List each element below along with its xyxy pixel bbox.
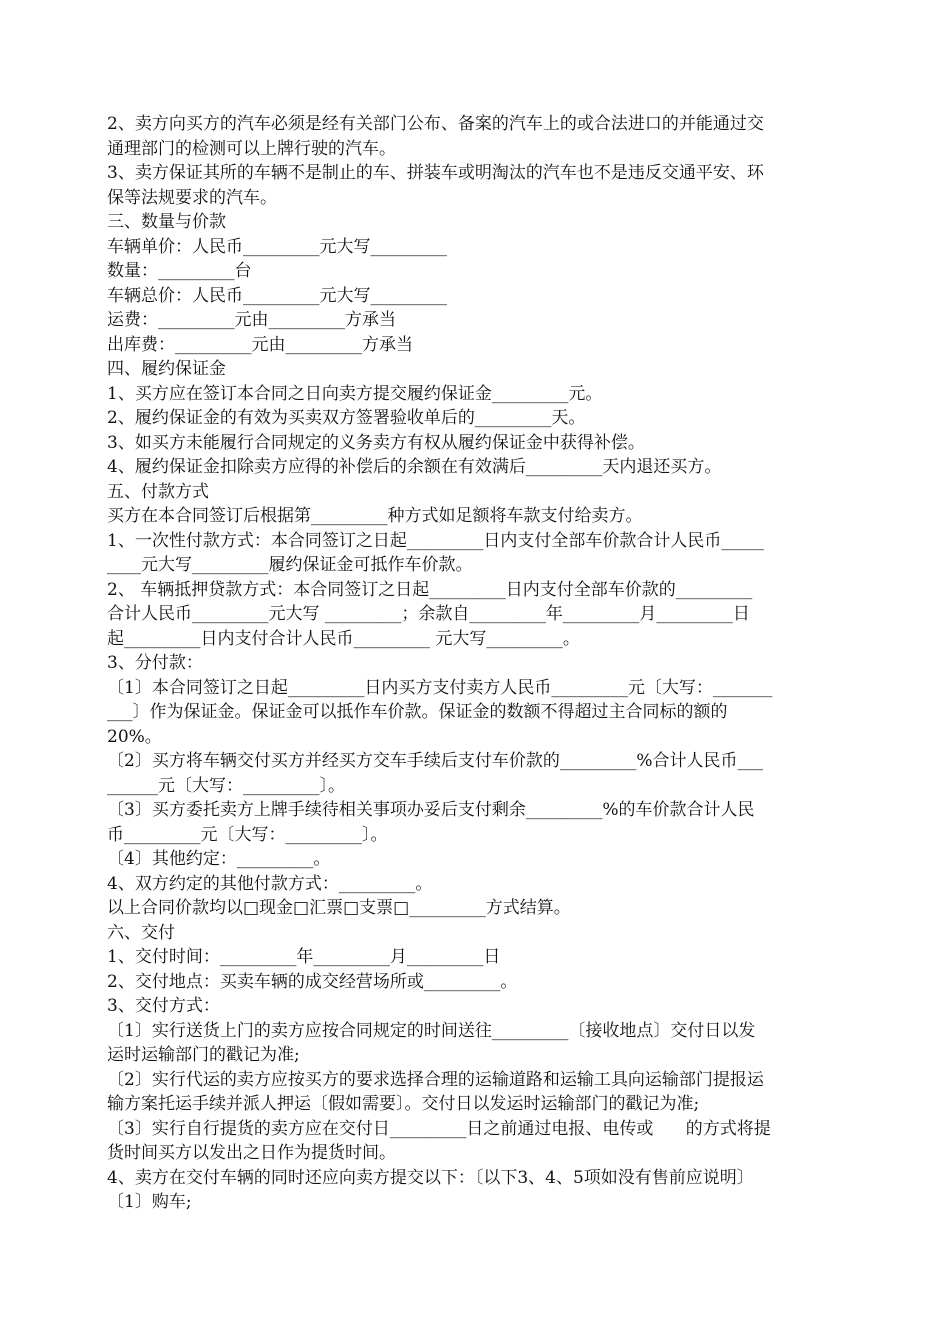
text-line: 〔1〕购车; [107,1192,192,1212]
text-line: 2、交付地点：买卖车辆的成交经营场所或_________。 [107,971,518,992]
text-line: 货时间买方以发出之日作为提货时间。 [107,1143,396,1163]
text-line: 通理部门的检测可以上牌行驶的汽车。 [107,138,396,159]
text-line: 3、如买方未能履行合同规定的义务卖方有权从履约保证金中获得补偿。 [107,432,645,453]
text-line: 币_________元〔大写：_________〕。 [107,824,388,845]
text-line: 4、卖方在交付车辆的同时还应向卖方提交以下：〔以下3、4、5项如没有售前应说明〕 [107,1167,754,1188]
text-line: 车辆总价：人民币_________元大写_________ [107,285,447,306]
text-line: 2、 车辆抵押贷款方式：本合同签订之日起_________日内支付全部车价款的_________ [107,579,753,600]
text-line: 〔2〕买方将车辆交付买方并经买方交车手续后支付车价款的_________%合计人民币___ [107,751,763,771]
text-line: 保等法规要求的汽车。 [107,187,277,208]
text-line: 运费：_________元由_________方承当 [107,310,396,330]
text-line: 数量：_________台 [107,261,252,281]
contract-page [107,112,847,1215]
text-line: 〔3〕实行自行提货的卖方应在交付日_________日之前通过电报、电传或 的方式将提 [107,1118,771,1139]
text-line: ______元〔大写：_________〕。 [107,775,345,796]
text-line: 3、分付款： [107,653,203,673]
text-line: 运时运输部门的戳记为准; [107,1045,300,1065]
text-line: 2、卖方向买方的汽车必须是经有关部门公布、备案的汽车上的或合法进口的并能通过交 [107,114,764,134]
text-line: 4、双方约定的其他付款方式：_________。 [107,873,433,894]
text-line: 2、履约保证金的有效为买卖双方签署验收单后的_________天。 [107,408,586,428]
text-line: 六、交付 [107,922,175,943]
text-line: 合计人民币_________元大写 _________；余款自_________年_________月_________日 [107,604,750,624]
text-line: 1、一次性付款方式：本合同签订之日起_________日内支付全部车价款合计人民币_____ [107,530,764,551]
text-line: 输方案托运手续并派人押运〔假如需要〕。交付日以发运时运输部门的戳记为准; [107,1094,700,1114]
text-line: 〔2〕实行代运的卖方应按买方的要求选择合理的运输道路和运输工具向运输部门提报运 [107,1069,764,1090]
text-line: 20%。 [107,726,162,747]
text-line: 1、交付时间：_________年_________月_________日 [107,947,501,967]
text-line: 车辆单价：人民币_________元大写_________ [107,236,447,257]
text-line: 〔4〕其他约定：_________。 [107,849,331,869]
text-line: 起_________日内支付合计人民币_________ 元大写_________。 [107,628,580,649]
text-line: 〔1〕本合同签订之日起_________日内买方支付卖方人民币_________元〔大写：_______ [107,677,773,698]
text-line: 出库费：_________元由_________方承当 [107,334,413,355]
text-line: 1、买方应在签订本合同之日向卖方提交履约保证金_________元。 [107,383,603,404]
text-line: 买方在本合同签订后根据第_________种方式如足额将车款支付给卖方。 [107,506,643,526]
text-line: 五、付款方式 [107,481,209,502]
text-line: 〔1〕实行送货上门的卖方应按合同规定的时间送往_________〔接收地点〕交付日以发 [107,1020,756,1041]
text-line: 3、卖方保证其所的车辆不是制止的车、拼装车或明淘汰的汽车也不是违反交通平安、环 [107,163,764,183]
text-line: 三、数量与价款 [107,212,226,232]
text-line: ___〕作为保证金。保证金可以抵作车价款。保证金的数额不得超过主合同标的额的 [107,702,728,722]
text-line: ____元大写_________履约保证金可抵作车价款。 [107,555,473,575]
text-line: 4、履约保证金扣除卖方应得的补偿后的余额在有效满后_________天内退还买方。 [107,457,722,477]
text-line: 3、交付方式： [107,996,220,1016]
text-line: 以上合同价款均以□现金□汇票□支票□_________方式结算。 [107,898,571,918]
text-line: 四、履约保证金 [107,359,226,379]
text-line: 〔3〕买方委托卖方上牌手续待相关事项办妥后支付剩余_________%的车价款合计人民 [107,800,755,820]
